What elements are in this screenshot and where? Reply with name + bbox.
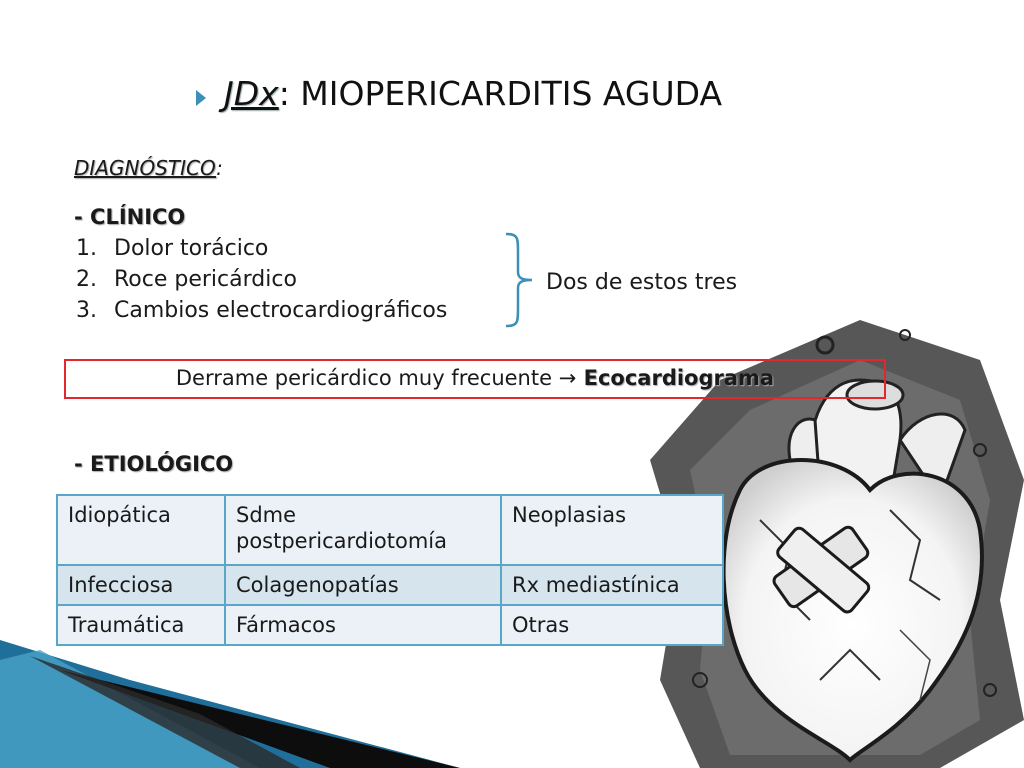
table-row: [57, 495, 723, 565]
table-cell: Otras: [501, 605, 723, 645]
table-cell: Traumática: [57, 605, 225, 645]
decorative-stripes: [0, 640, 460, 768]
slide-title: [196, 74, 722, 113]
right-brace-icon: [504, 232, 534, 328]
clinico-note: Dos de estos tres: [546, 270, 738, 295]
table-cell: Rx mediastínica: [501, 565, 723, 605]
clinico-heading: - CLÍNICO: [74, 205, 186, 229]
etiologia-table: [56, 494, 724, 646]
table-cell: Sdme postpericardiotomía: [225, 495, 501, 565]
table-cell: Infecciosa: [57, 565, 225, 605]
table-cell: Fármacos: [225, 605, 501, 645]
title-main: MIOPERICARDITIS AGUDA: [289, 74, 723, 113]
table-row: [57, 605, 723, 645]
table-cell: Neoplasias: [501, 495, 723, 565]
derrame-statement: [64, 366, 886, 390]
list-item: 1. Dolor torácico: [76, 236, 269, 261]
derrame-bold: Ecocardiograma: [576, 366, 775, 390]
derrame-text: Derrame pericárdico muy frecuente: [175, 366, 559, 390]
table-cell: Idiopática: [57, 495, 225, 565]
table-row: [57, 565, 723, 605]
list-item: 2. Roce pericárdico: [76, 267, 297, 292]
title-colon: :: [278, 74, 290, 113]
diagnostico-heading-wrap: [74, 156, 223, 180]
etiologico-heading: - ETIOLÓGICO: [74, 452, 234, 476]
table-cell: Colagenopatías: [225, 565, 501, 605]
right-arrow-icon: →: [558, 366, 577, 390]
title-prefix: JDx: [224, 74, 279, 113]
diagnostico-colon: :: [216, 156, 223, 180]
clinico-list: [76, 233, 447, 326]
diagnostico-heading: DIAGNÓSTICO: [74, 156, 217, 180]
list-item: 3. Cambios electrocardiográficos: [76, 298, 448, 323]
bullet-arrow-icon: [196, 90, 206, 106]
